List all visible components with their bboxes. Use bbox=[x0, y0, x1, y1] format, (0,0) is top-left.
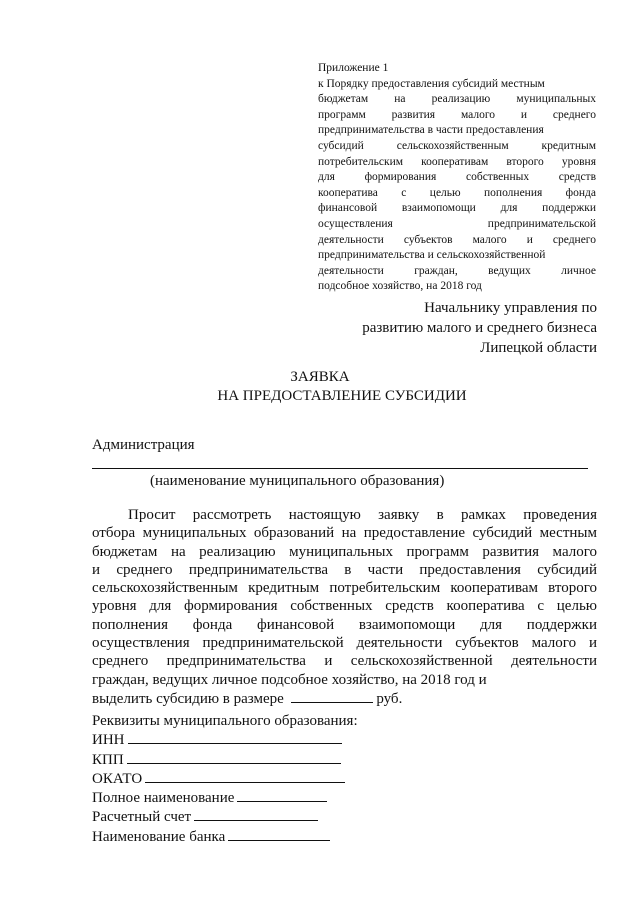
request-line: уровня для формирования собственных средств кооператива с целью bbox=[92, 598, 597, 615]
document-title bbox=[0, 368, 640, 406]
account-label: Расчетный счет bbox=[92, 809, 192, 826]
kpp-field[interactable] bbox=[127, 750, 341, 764]
subsidy-amount-row bbox=[92, 689, 597, 708]
request-line: сельскохозяйственным кредитным потребительским кооперативам второго bbox=[92, 580, 597, 597]
addressee-line: развитию малого и среднего бизнеса bbox=[362, 320, 597, 336]
appendix-line: потребительским кооперативам второго уровня bbox=[318, 155, 596, 168]
appendix-line: предпринимательства в части предоставления bbox=[318, 124, 544, 137]
okato-label: ОКАТО bbox=[92, 770, 143, 787]
title-line-1: ЗАЯВКА bbox=[290, 369, 350, 385]
request-line: бюджетам на реализацию муниципальных программ развития малого bbox=[92, 543, 597, 560]
request-line: осуществления предпринимательской деятельности субъектов малого и bbox=[92, 635, 597, 652]
request-paragraph bbox=[92, 506, 597, 708]
title-line-2: НА ПРЕДОСТАВЛЕНИЕ СУБСИДИИ bbox=[217, 388, 467, 404]
administration-caption: (наименование муниципального образования) bbox=[150, 473, 445, 489]
inn-label: ИНН bbox=[92, 732, 125, 749]
bank-field[interactable] bbox=[228, 827, 330, 841]
inn-field[interactable] bbox=[128, 730, 342, 744]
appendix-line: деятельности субъектов малого и среднего bbox=[318, 233, 596, 246]
appendix-line: субсидий сельскохозяйственным кредитным bbox=[318, 139, 596, 152]
appendix-line: деятельности граждан, ведущих личное bbox=[318, 264, 596, 277]
appendix-line: финансовой взаимопомощи для поддержки bbox=[318, 202, 596, 215]
bank-label: Наименование банка bbox=[92, 828, 226, 845]
request-line: и среднего предпринимательства в части предоставления субсидий bbox=[92, 561, 597, 578]
appendix-line: бюджетам на реализацию муниципальных bbox=[318, 93, 596, 106]
okato-row bbox=[92, 769, 358, 788]
appendix-line: для формирования собственных средств bbox=[318, 171, 596, 184]
appendix-line: к Порядку предоставления субсидий местным bbox=[318, 77, 545, 90]
appendix-line: программ развития малого и среднего bbox=[318, 108, 596, 121]
addressee-block bbox=[362, 298, 597, 358]
account-row bbox=[92, 807, 358, 826]
kpp-label: КПП bbox=[92, 751, 124, 768]
kpp-row bbox=[92, 750, 358, 769]
inn-row bbox=[92, 730, 358, 749]
bank-row bbox=[92, 827, 358, 846]
administration-name-field[interactable] bbox=[92, 468, 588, 469]
account-field[interactable] bbox=[194, 807, 318, 821]
request-line: среднего предпринимательства и сельскохозяйственной деятельности bbox=[92, 653, 597, 670]
appendix-line: Приложение 1 bbox=[318, 62, 389, 74]
okato-field[interactable] bbox=[145, 769, 345, 783]
amount-unit: руб. bbox=[376, 690, 403, 707]
request-line: граждан, ведущих личное подсобное хозяйство, на 2018 год и bbox=[92, 671, 487, 688]
appendix-line: кооператива с целью пополнения фонда bbox=[318, 186, 596, 199]
amount-label: выделить субсидию в размере bbox=[92, 690, 284, 707]
full-name-field[interactable] bbox=[237, 788, 327, 802]
appendix-line: предпринимательства и сельскохозяйственной bbox=[318, 249, 546, 262]
appendix-line: подсобное хозяйство, на 2018 год bbox=[318, 280, 482, 293]
request-line: Просит рассмотреть настоящую заявку в рамках проведения bbox=[128, 507, 597, 523]
appendix-line: осуществления предпринимательской bbox=[318, 217, 596, 230]
full-name-label: Полное наименование bbox=[92, 790, 235, 807]
full-name-row bbox=[92, 788, 358, 807]
request-line: отбора муниципальных образований на предоставление субсидий местным bbox=[92, 525, 597, 542]
appendix-header bbox=[318, 61, 596, 295]
amount-field[interactable] bbox=[291, 689, 373, 703]
addressee-line: Липецкой области bbox=[480, 340, 597, 356]
requisites-block bbox=[92, 712, 358, 846]
requisites-heading: Реквизиты муниципального образования: bbox=[92, 713, 358, 729]
administration-label: Администрация bbox=[92, 437, 195, 453]
request-line: пополнения фонда финансовой взаимопомощи для поддержки bbox=[92, 616, 597, 633]
addressee-line: Начальнику управления по bbox=[424, 300, 597, 316]
